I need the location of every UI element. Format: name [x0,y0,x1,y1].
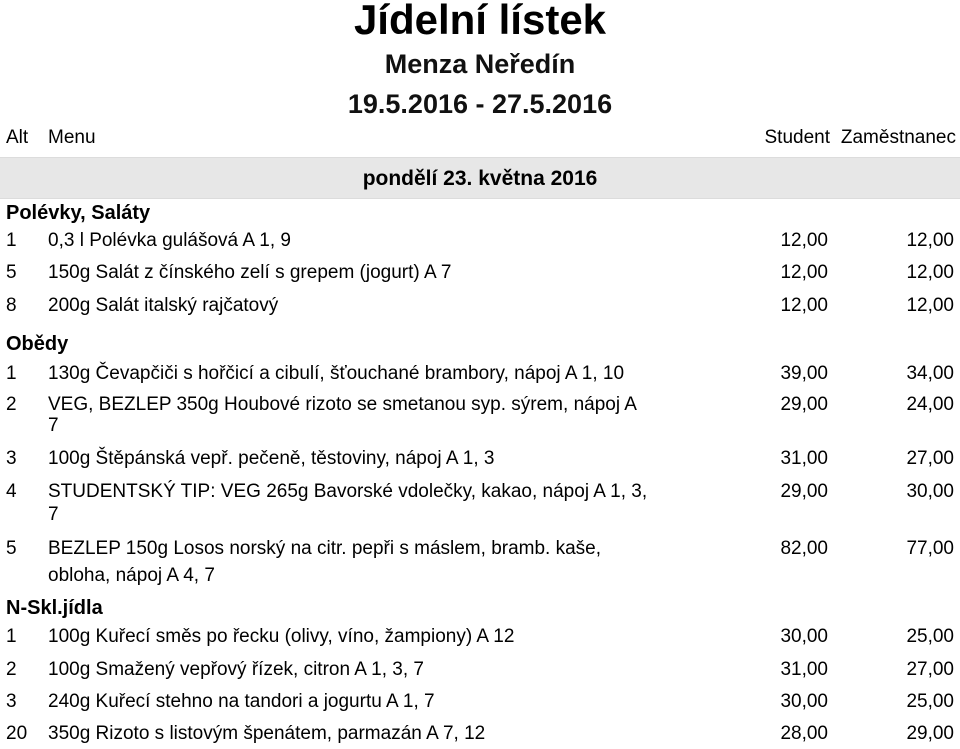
item-number: 2 [6,659,17,680]
item-description: STUDENTSKÝ TIP: VEG 265g Bavorské vdolečky, kakao, nápoj A 1, 3, [48,481,648,502]
student-price: 12,00 [780,262,828,283]
employee-price: 27,00 [906,659,954,680]
item-description-continued: 7 [48,504,59,525]
student-price: 29,00 [780,394,828,415]
item-description: 100g Štěpánská vepř. pečeně, těstoviny, nápoj A 1, 3 [48,448,495,469]
item-number: 2 [6,394,17,415]
employee-price: 25,00 [906,691,954,712]
header-alt: Alt [6,127,29,148]
student-price: 30,00 [780,626,828,647]
item-description: 100g Smažený vepřový řízek, citron A 1, 3, 7 [48,659,424,680]
document-subtitle: Menza Neředín [384,49,576,79]
employee-price: 29,00 [906,723,954,744]
header-menu: Menu [48,127,96,148]
item-description: 130g Čevapčiči s hořčicí a cibulí, šťouchané brambory, nápoj A 1, 10 [48,363,625,384]
document-title: Jídelní lístek [353,0,607,43]
employee-price: 12,00 [906,262,954,283]
student-price: 12,00 [780,295,828,316]
student-price: 39,00 [780,363,828,384]
employee-price: 25,00 [906,626,954,647]
employee-price: 30,00 [906,481,954,502]
item-description: BEZLEP 150g Losos norský na citr. pepři s máslem, bramb. kaše, [48,538,602,559]
item-description: VEG, BEZLEP 350g Houbové rizoto se smetanou syp. sýrem, nápoj A [48,394,637,415]
employee-price: 34,00 [906,363,954,384]
item-number: 4 [6,481,17,502]
item-description: 240g Kuřecí stehno na tandori a jogurtu A 1, 7 [48,691,435,712]
student-price: 82,00 [780,538,828,559]
item-number: 1 [6,626,17,647]
section-heading: N-Skl.jídla [6,597,103,619]
student-price: 31,00 [780,448,828,469]
item-number: 5 [6,538,17,559]
header-employee: Zaměstnanec [840,127,956,148]
student-price: 31,00 [780,659,828,680]
section-heading: Obědy [6,333,69,355]
item-description: 350g Rizoto s listovým špenátem, parmazán A 7, 12 [48,723,486,744]
item-description: 0,3 l Polévka gulášová A 1, 9 [48,230,291,251]
student-price: 28,00 [780,723,828,744]
item-number: 8 [6,295,17,316]
item-description: 150g Salát z čínského zelí s grepem (jogurt) A 7 [48,262,452,283]
item-description: 200g Salát italský rajčatový [48,295,279,316]
date-range: 19.5.2016 - 27.5.2016 [347,89,613,119]
section-heading: Polévky, Saláty [6,202,151,224]
item-number: 20 [6,723,28,744]
employee-price: 27,00 [906,448,954,469]
item-number: 1 [6,363,17,384]
student-price: 30,00 [780,691,828,712]
employee-price: 24,00 [906,394,954,415]
column-header [0,120,960,156]
item-description-continued: 7 [48,415,59,436]
item-description: 100g Kuřecí směs po řecku (olivy, víno, žampiony) A 12 [48,626,515,647]
day-bar [0,157,960,199]
item-number: 3 [6,691,17,712]
item-number: 3 [6,448,17,469]
day-label: pondělí 23. května 2016 [362,167,598,190]
header-student: Student [764,127,830,148]
item-description-continued: obloha, nápoj A 4, 7 [48,565,215,586]
item-number: 1 [6,230,17,251]
employee-price: 77,00 [906,538,954,559]
employee-price: 12,00 [906,295,954,316]
employee-price: 12,00 [906,230,954,251]
student-price: 12,00 [780,230,828,251]
item-number: 5 [6,262,17,283]
student-price: 29,00 [780,481,828,502]
